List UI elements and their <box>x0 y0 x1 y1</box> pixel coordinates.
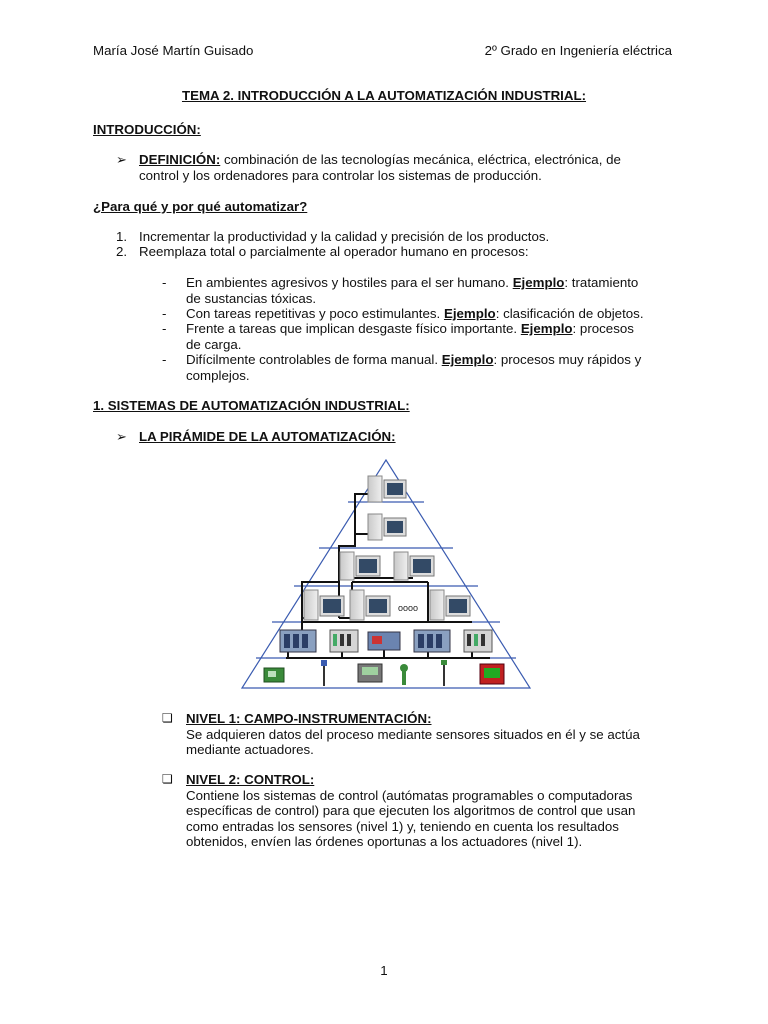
pc-level3-a <box>340 552 380 580</box>
pc-level5 <box>368 476 406 502</box>
intro-heading: INTRODUCCIÓN: <box>93 122 201 137</box>
definition-text-2: control y los ordenadores para controlar los sistemas de producción. <box>139 167 542 183</box>
why-heading: ¿Para qué y por qué automatizar? <box>93 199 308 214</box>
dash-bullet: - <box>162 352 167 367</box>
dash-bullet: - <box>162 306 167 321</box>
list-item: Reemplaza total o parcialmente al operador humano en procesos: <box>139 244 529 259</box>
page-number: 1 <box>380 963 388 978</box>
list-number: 1. <box>116 229 128 244</box>
level-heading: NIVEL 1: CAMPO-INSTRUMENTACIÓN: <box>186 711 432 726</box>
automation-pyramid-figure <box>238 458 534 692</box>
arrow-bullet-icon: ➢ <box>116 152 127 167</box>
checkbox-bullet-icon: ❏ <box>162 772 173 786</box>
level-item: NIVEL 2: CONTROL: Contiene los sistemas de control (autómatas programables o computadoras específicas de control) para que ejecuten los algoritmos de control que usan como entradas los sensores (nivel 1) y, teniendo en cuenta los resultados obtenidos, envíen las órdenes oportunas a los actuadores (nivel 1). <box>186 772 636 849</box>
case-item: Frente a tareas que implican desgaste físico importante. Ejemplo: procesos de carga. <box>186 321 634 352</box>
section1-heading: 1. SISTEMAS DE AUTOMATIZACIÓN INDUSTRIAL: <box>93 398 410 413</box>
case-item: Difícilmente controlables de forma manual. Ejemplo: procesos muy rápidos y complejos. <box>186 352 642 383</box>
arrow-bullet-icon: ➢ <box>116 429 127 444</box>
level-item: NIVEL 1: CAMPO-INSTRUMENTACIÓN: Se adquieren datos del proceso mediante sensores situados en él y se actúa mediante actuadores. <box>186 711 640 757</box>
case-item: Con tareas repetitivas y poco estimulantes. Ejemplo: clasificación de objetos. <box>186 306 644 321</box>
definition-paragraph <box>139 152 679 183</box>
pyramid-dots: oooo <box>398 603 419 613</box>
pyramid-heading: LA PIRÁMIDE DE LA AUTOMATIZACIÓN: <box>139 429 396 444</box>
case-item: En ambientes agresivos y hostiles para el ser humano. Ejemplo: tratamiento de sustancias tóxicas. <box>186 275 639 306</box>
list-number: 2. <box>116 244 128 259</box>
header-course: 2º Grado en Ingeniería eléctrica <box>484 43 672 58</box>
definition-text-1: combinación de las tecnologías mecánica, eléctrica, electrónica, de <box>220 152 621 167</box>
level-heading: NIVEL 2: CONTROL: <box>186 772 315 787</box>
dash-bullet: - <box>162 275 167 290</box>
page-title: TEMA 2. INTRODUCCIÓN A LA AUTOMATIZACIÓN INDUSTRIAL: <box>181 88 587 103</box>
pc-level4 <box>368 514 406 540</box>
checkbox-bullet-icon: ❏ <box>162 711 173 725</box>
header-author: María José Martín Guisado <box>93 43 254 58</box>
dash-bullet: - <box>162 321 167 336</box>
definition-label: DEFINICIÓN: <box>139 152 221 167</box>
pc-level3-b <box>394 552 434 580</box>
list-item: Incrementar la productividad y la calidad y precisión de los productos. <box>139 229 550 244</box>
